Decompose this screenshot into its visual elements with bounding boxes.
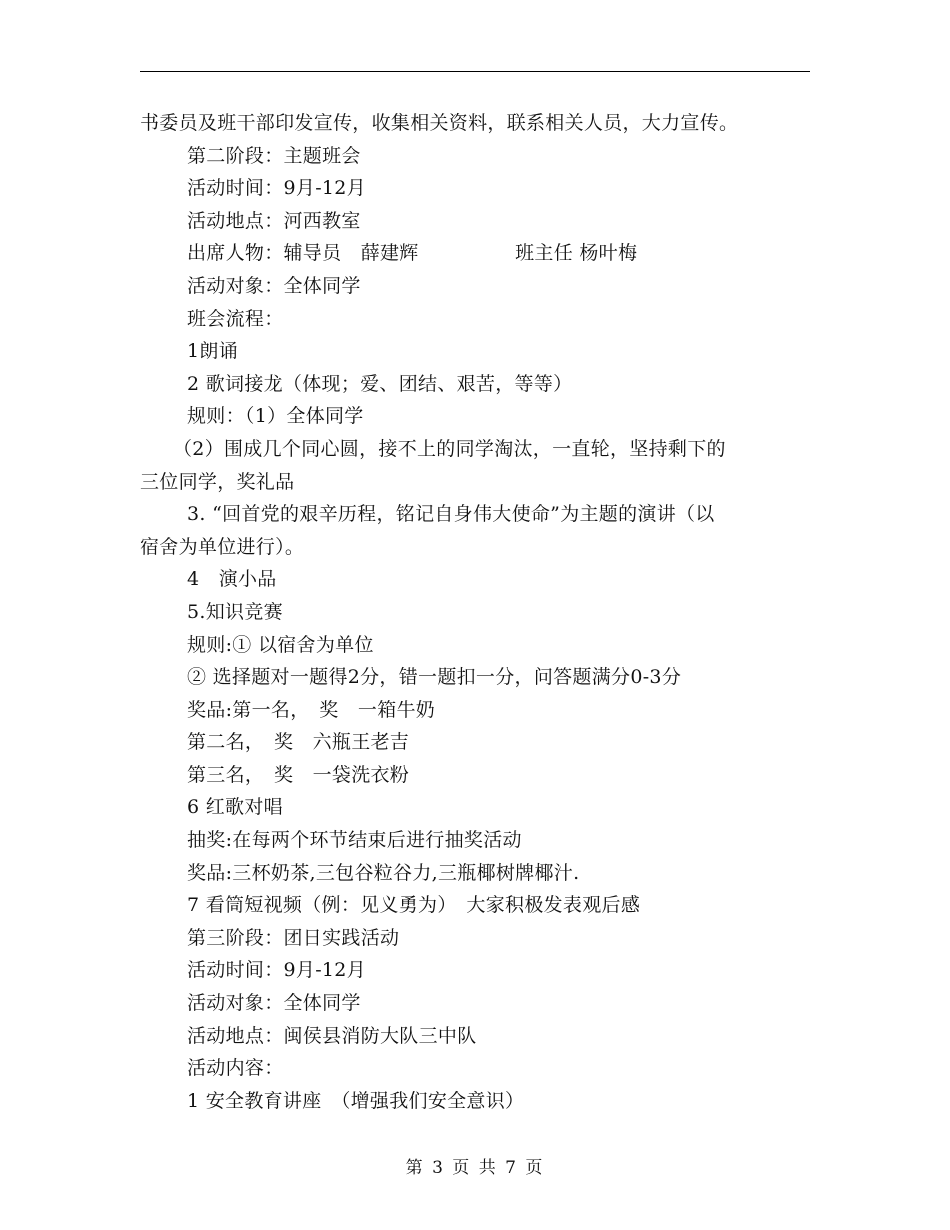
text-line: 奖品:三杯奶茶,三包谷粒谷力,三瓶椰树牌椰汁. — [187, 861, 580, 884]
list-item: 1 安全教育讲座 （增强我们安全意识） — [187, 1089, 525, 1112]
text-line: 规则：（1）全体同学 — [187, 405, 364, 428]
text-line: 书委员及班干部印发宣传，收集相关资料，联系相关人员，大力宣传。 — [140, 112, 739, 134]
text-line: 班会流程： — [187, 307, 284, 330]
list-item: 2 歌词接龙（体现；爱、团结、艰苦，等等） — [187, 372, 573, 395]
text-line: 活动对象：全体同学 — [187, 992, 361, 1015]
list-item: 5.知识竞赛 — [187, 600, 283, 623]
list-item: 4 演小品 — [187, 568, 277, 591]
text-line: ② 选择题对一题得2分，错一题扣一分，问答题满分0-3分 — [187, 666, 682, 689]
list-item: 3. “回首党的艰辛历程，铭记自身伟大使命”为主题的演讲（以 — [187, 503, 715, 526]
text-line: 抽奖:在每两个环节结束后进行抽奖活动 — [187, 829, 522, 852]
text-line: 第二名， 奖 六瓶王老吉 — [187, 731, 410, 754]
text-line: 宿舍为单位进行）。 — [140, 535, 305, 558]
text-line: 第三名， 奖 一袋洗衣粉 — [187, 763, 410, 786]
text-line: （2）围成几个同心圆，接不上的同学淘汰，一直轮，坚持剩下的 — [173, 437, 726, 460]
text-line: 活动时间：9月-12月 — [187, 177, 366, 200]
text-line: 活动地点：河西教室 — [187, 209, 361, 232]
text-line: 活动时间：9月-12月 — [187, 959, 366, 982]
list-item: 1朗诵 — [187, 340, 238, 363]
text-line: 活动对象：全体同学 — [187, 274, 361, 297]
text-line: 活动地点：闽侯县消防大队三中队 — [187, 1024, 477, 1047]
list-item: 6 红歌对唱 — [187, 796, 283, 819]
text-line: 规则:① 以宿舍为单位 — [187, 633, 374, 656]
text-line: 奖品:第一名， 奖 一箱牛奶 — [187, 698, 436, 721]
section-heading: 第三阶段：团日实践活动 — [187, 926, 400, 949]
section-heading: 第二阶段：主题班会 — [187, 144, 361, 167]
text-line: 三位同学，奖礼品 — [140, 470, 295, 493]
text-line: 出席人物：辅导员 薛建辉 班主任 杨叶梅 — [187, 242, 638, 265]
text-line: 活动内容： — [187, 1057, 284, 1080]
page-number: 第 3 页 共 7 页 — [405, 1158, 545, 1178]
document-body — [140, 107, 812, 1117]
header-rule — [140, 71, 810, 72]
list-item: 7 看筒短视频（例：见义勇为） 大家积极发表观后感 — [187, 894, 641, 917]
